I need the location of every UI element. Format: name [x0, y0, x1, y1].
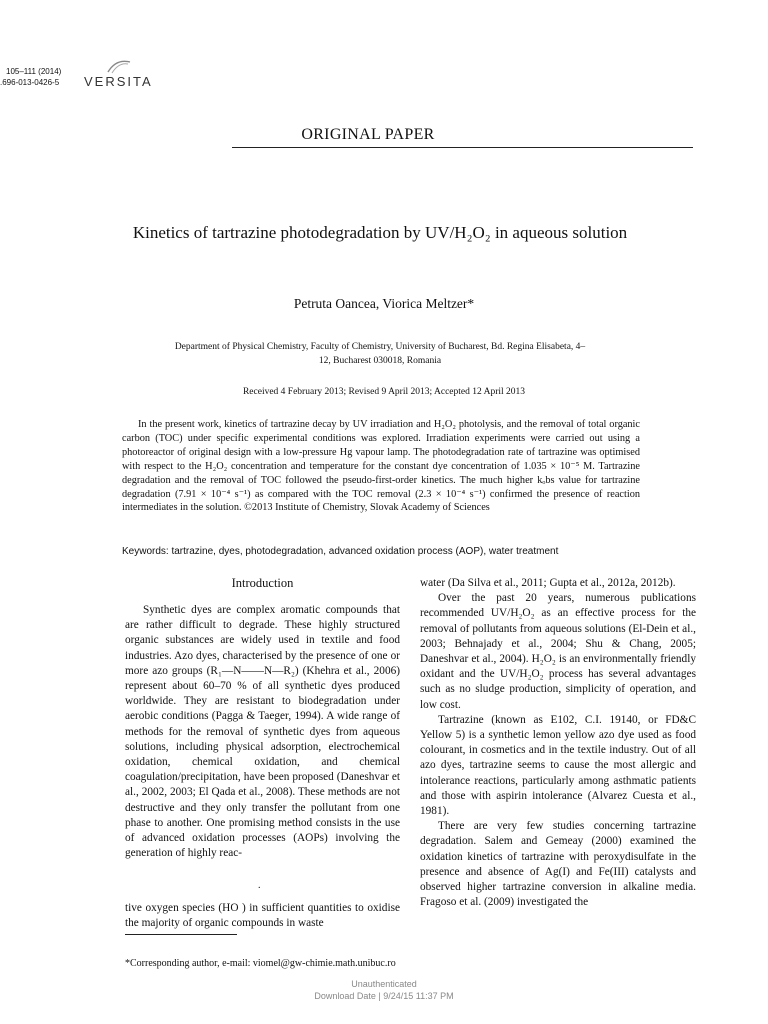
abstract: In the present work, kinetics of tartrazine decay by UV irradiation and H₂O₂ photolysis, and the removal of total organic carbon (TOC) under specific experimental conditions was explored. Irradiation experiments were carried out using a photoreactor of original design with a low-pressure Hg vapour lamp. The photodegradation rate of tartrazine was optimised with respect to the H₂O₂ concentration and temperature for the constant dye concentration of 1.035 × 10⁻⁵ M. Tartrazine degradation and the removal of TOC followed the pseudo-first-order kinetics. The much higher kₒbs value for tartrazine degradation (7.91 × 10⁻⁴ s⁻¹) as compared with the TOC removal (2.3 × 10⁻⁴ s⁻¹) confirmed the presence of reaction intermediates in the solution. ©2013 Institute of Chemistry, Slovak Academy of Sciences [122, 419, 640, 514]
publisher-name: VERSITA [84, 74, 153, 89]
paragraph: Synthetic dyes are complex aromatic compounds that are rather difficult to degrade. These highly structured organic substances are widely used in textile and food industries. Azo dyes, characterised by the presence of one or more azo groups (R₁—N——N—R₂) (Khehra et al., 2006) represent about 60–70 % of all synthetic dyes produced worldwide. They are resistant to biodegradation under aerobic conditions (Pagga & Taeger, 1994). A wide range of methods for the removal of synthetic dyes from aqueous solutions, including physical adsorption, electrochemical oxidation, chemical oxidation, and chemical coagulation/precipitation, have been proposed (Daneshvar et al., 2002, 2003; El Qada et al., 2008). These methods are not destructive and they only transfer the pollutant from one phase to another. One promising method consists in the use of advanced oxidation processes (AOPs) involving the generation of highly reac- [125, 604, 400, 860]
submission-dates: Received 4 February 2013; Revised 9 April 2013; Accepted 12 April 2013 [242, 387, 526, 397]
left-column-top [125, 603, 400, 861]
versita-swoosh-icon [106, 60, 132, 74]
header-rule [232, 147, 693, 148]
publisher-logo [84, 60, 153, 92]
paragraph: There are very few studies concerning tartrazine degradation. Salem and Gemeay (2000) examined the oxidation kinetics of tartrazine with peroxydisulfate in the presence and absence of Ag(I) and Fe(III) catalysts and observed higher tartrazine conversion in alkaline media. Fragoso et al. (2009) investigated the [420, 820, 696, 909]
keywords: Keywords: tartrazine, dyes, photodegradation, advanced oxidation process (AOP), water treatment [122, 546, 559, 557]
authors: Petruta Oancea, Viorica Meltzer* [293, 296, 475, 311]
section-heading-introduction: Introduction [231, 576, 294, 590]
journal-doi: .696-013-0426-5 [0, 78, 60, 87]
watermark-status: Unauthenticated [351, 979, 417, 989]
watermark-date: Download Date | 9/24/15 11:37 PM [314, 991, 454, 1001]
right-column [420, 576, 696, 910]
paragraph: water (Da Silva et al., 2011; Gupta et al., 2012a, 2012b). [420, 577, 676, 589]
journal-pages: 105–111 (2014) [6, 67, 62, 76]
paper-title: Kinetics of tartrazine photodegradation by UV/H₂O₂ in aqueous solution [132, 223, 628, 242]
download-watermark [0, 978, 768, 1002]
journal-info [0, 66, 61, 88]
left-column-bottom [125, 901, 400, 931]
radical-dot: . [258, 880, 261, 891]
section-label: ORIGINAL PAPER [301, 126, 435, 143]
paragraph: tive oxygen species (HO ) in sufficient quantities to oxidise the majority of organic compounds in waste [125, 902, 400, 930]
affiliation: Department of Physical Chemistry, Faculty of Chemistry, University of Bucharest, Bd. Regina Elisabeta, 4–12, Bucharest 030018, Romania [174, 342, 586, 366]
footnote-rule [125, 934, 237, 935]
paragraph: Over the past 20 years, numerous publications recommended UV/H₂O₂ as an effective process for the removal of pollutants from aqueous solutions (El-Dein et al., 2003; Behnajady et al., 2004; Shu & Chang, 2005; Daneshvar et al., 2004). H₂O₂ is an environmentally friendly oxidant and the UV/H₂O₂ process has several advantages such as no sludge production, simplicity of operation, and low cost. [420, 592, 696, 711]
paragraph: Tartrazine (known as E102, C.I. 19140, or FD&C Yellow 5) is a synthetic lemon yellow azo dye used as food colourant, in cosmetics and in the textile industry. Out of all azo dyes, tartrazine seems to cause the most allergic and intolerance reactions, particularly among asthmatic patients and those with aspirin intolerance (Alvarez Cuesta et al., 1981). [420, 713, 696, 818]
corresponding-author-footnote: *Corresponding author, e-mail: viomel@gw-chimie.math.unibuc.ro [125, 958, 396, 969]
